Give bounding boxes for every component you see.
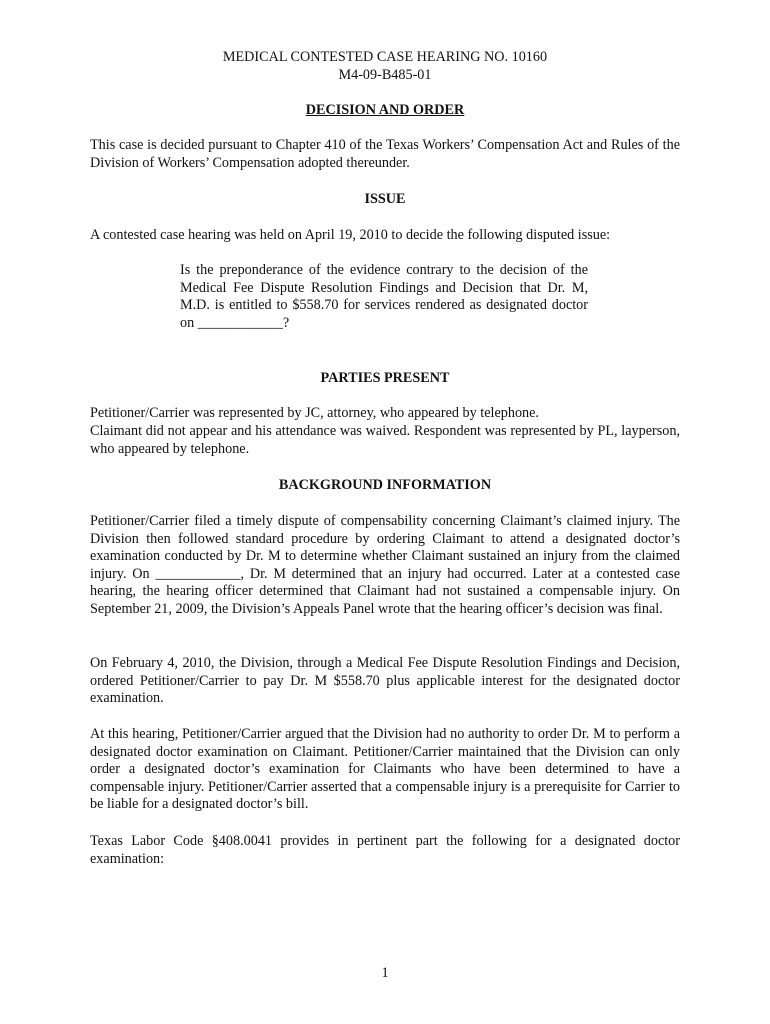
issue-heading: ISSUE [364, 191, 406, 207]
background-paragraph-2: On February 4, 2010, the Division, through a Medical Fee Dispute Resolution Findings and Decision, ordered Petitioner/Carrier to pay Dr. M $558.70 plus applicable interest for the designated doctor examination. [90, 655, 680, 707]
disputed-issue-question: Is the preponderance of the evidence contrary to the decision of the Medical Fee Dispute Resolution Findings and Decision that Dr. M, M.D. is entitled to $558.70 for services rendered as designated doctor on ____________? [180, 262, 588, 331]
background-heading: BACKGROUND INFORMATION [278, 477, 492, 493]
intro-paragraph: This case is decided pursuant to Chapter 410 of the Texas Workers’ Compensation Act and Rules of the Division of Workers’ Compensation adopted thereunder. [90, 137, 680, 171]
background-paragraph-3: At this hearing, Petitioner/Carrier argued that the Division had no authority to order Dr. M to perform a designated doctor examination on Claimant. Petitioner/Carrier maintained that the Division can only order a designated doctor’s examination for Claimants who have been determined to have a compensable injury. Petitioner/Carrier asserted that a compensable injury is a prerequisite for Carrier to be liable for a designated doctor’s bill. [90, 726, 680, 813]
parties-line-2: Claimant did not appear and his attendance was waived. Respondent was represented by PL, layperson, who appeared by telephone. [90, 423, 680, 457]
background-paragraph-4: Texas Labor Code §408.0041 provides in pertinent part the following for a designated doctor examination: [90, 833, 680, 867]
issue-paragraph: A contested case hearing was held on April 19, 2010 to decide the following disputed issue: [90, 227, 611, 243]
decision-heading: DECISION AND ORDER [305, 102, 465, 118]
parties-heading: PARTIES PRESENT [320, 370, 450, 386]
background-paragraph-1: Petitioner/Carrier filed a timely dispute of compensability concerning Claimant’s claimed injury. The Division then followed standard procedure by ordering Claimant to attend a designated doctor’s examination conducted by Dr. M to determine whether Claimant sustained an injury from the claimed injury. On ____________, Dr. M determined that an injury had occurred. Later at a contested case hearing, the hearing officer determined that Claimant had not sustained a compensable injury. On September 21, 2009, the Division’s Appeals Panel wrote that the hearing officer’s decision was final. [90, 513, 680, 617]
page-number: 1 [381, 965, 389, 981]
parties-line-1: Petitioner/Carrier was represented by JC, attorney, who appeared by telephone. [90, 405, 539, 421]
case-title: MEDICAL CONTESTED CASE HEARING NO. 10160 [222, 49, 548, 65]
case-number: M4-09-B485-01 [338, 67, 432, 83]
